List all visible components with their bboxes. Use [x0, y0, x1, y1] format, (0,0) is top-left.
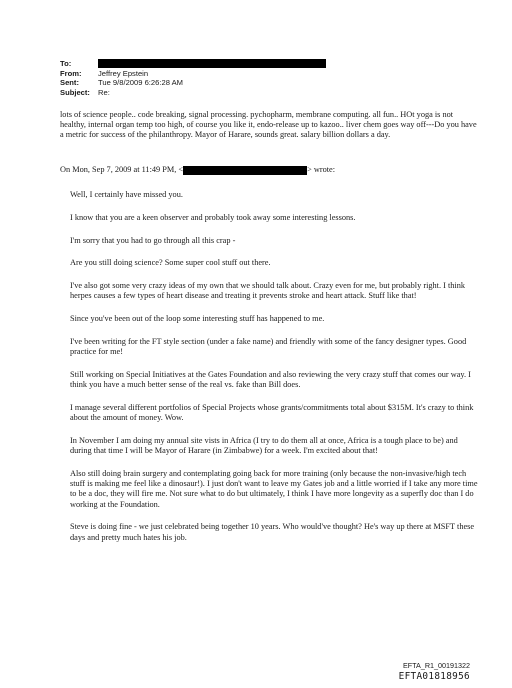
quoted-paragraph: I've also got some very crazy ideas of my own that we should talk about. Crazy even for me, but probably right. I think herpes causes a few types of heart disease and treating it prevents stroke and heart attack. Stuff like that!: [70, 281, 466, 301]
quoted-paragraph: I'm sorry that you had to go through all this crap -: [70, 235, 236, 245]
bates-stamp-small: EFTA_R1_00191322: [403, 661, 470, 670]
sent-label: Sent:: [60, 78, 79, 88]
quoted-paragraph: Since you've been out of the loop some interesting stuff has happened to me.: [70, 314, 325, 324]
quoted-paragraph: Still working on Special Initiatives at the Gates Foundation and also reviewing the very crazy stuff that comes our way. I think you have a much better sense of the real vs. fake than Bill does.: [70, 369, 471, 390]
quoted-paragraph: I know that you are a keen observer and probably took away some interesting lessons.: [70, 212, 356, 222]
quoted-paragraph: Steve is doing fine - we just celebrated being together 10 years. Who would've thought? He's way up there at MSFT these days and pretty much hates his job.: [70, 522, 475, 542]
quoted-message: [70, 190, 480, 555]
quoted-paragraph: I manage several different portfolios of Special Projects whose grants/commitments total about $315M. It's crazy to think about the amount of money. Wow.: [70, 402, 474, 423]
to-row: [60, 59, 326, 69]
quoted-paragraph: Also still doing brain surgery and contemplating going back for more training (only because the non-invasive/high tech stuff is making me feel like a dinosaur!). I just don't want to leave my Gates job and a little worried if I take any more time to be a doc, they will fire me. Not sure what to do but ultimately, I think I have more longevity as a superfly doc than I do working at the Foundation.: [70, 468, 478, 509]
from-label: From:: [60, 68, 82, 78]
subject-row: [60, 88, 326, 98]
from-value: Jeffrey Epstein: [98, 68, 149, 78]
sent-row: [60, 78, 326, 88]
reply-header: [60, 165, 480, 175]
to-label: To:: [60, 59, 72, 68]
to-redaction: [98, 59, 326, 68]
message-body: lots of science people.. code breaking, signal processing. pychopharm, membrane computing. all fun.. HOt yoga is not healthy, internal organ temp too high, of course you like it, endo-release up to kazoo.. liver chem goes way off---Do you have a metric for success of the philanthropy. Mayor of Harare, sounds great. salary billion dollars a day.: [60, 110, 477, 140]
from-row: [60, 69, 326, 79]
sent-value: Tue 9/8/2009 6:26:28 AM: [98, 78, 183, 88]
subject-value: Re:: [98, 87, 110, 97]
quoted-paragraph: Are you still doing science? Some super cool stuff out there.: [70, 258, 271, 268]
bates-stamp-large: EFTA01818956: [398, 671, 470, 682]
quoted-paragraph: Well, I certainly have missed you.: [70, 190, 183, 199]
quoted-paragraph: In November I am doing my annual site vists in Africa (I try to do them all at once, Africa is a tough place to be) and during that time I will be Mayor of Harare (in Zimbabwe) for a week. I'm excited about that!: [70, 435, 458, 456]
reply-header-suffix: > wrote:: [307, 165, 336, 174]
quoted-paragraph: I've been writing for the FT style section (under a fake name) and friendly with some of the fancy designer types. Good practice for me!: [70, 336, 467, 357]
reply-header-prefix: On Mon, Sep 7, 2009 at 11:49 PM, <: [60, 165, 184, 174]
email-header: [60, 59, 326, 97]
sender-redaction: [183, 166, 307, 175]
subject-label: Subject:: [60, 87, 90, 97]
